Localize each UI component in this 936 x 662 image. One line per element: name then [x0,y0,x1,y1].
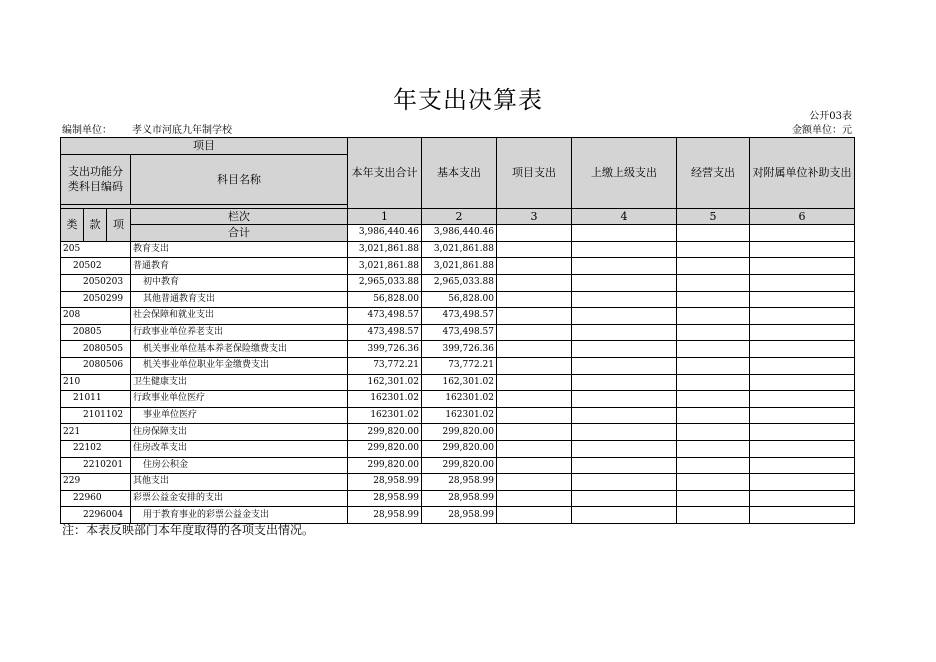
row-total: 299,820.00 [348,424,422,441]
header-business: 经营支出 [677,138,750,209]
row-name: 其他普通教育支出 [131,291,348,308]
row-name: 社会保障和就业支出 [131,308,348,325]
table-row [61,308,855,325]
row-name: 彩票公益金安排的支出 [131,490,348,507]
table-row [61,490,855,507]
col-no-6: 6 [750,208,855,225]
row-code: 2296004 [61,507,131,524]
row-code: 221 [61,424,131,441]
row-basic: 473,498.57 [422,308,497,325]
header-xiang: 项 [107,208,131,241]
row-total: 162,301.02 [348,374,422,391]
row-basic: 28,958.99 [422,507,497,524]
unit-label: 编制单位： [62,125,112,136]
unit-name: 孝义市河底九年制学校 [132,125,232,136]
col-no-2: 2 [422,208,497,225]
row-name: 住房保障支出 [131,424,348,441]
row-basic: 3,021,861.88 [422,241,497,258]
col-no-5: 5 [677,208,750,225]
row-name: 卫生健康支出 [131,374,348,391]
table-row [61,324,855,341]
expenditure-table [60,137,855,524]
form-code: 公开03表 [809,111,852,122]
row-total: 299,820.00 [348,440,422,457]
col-no-4: 4 [572,208,677,225]
row-name: 住房公积金 [131,457,348,474]
row-total: 28,958.99 [348,474,422,491]
table-row [61,357,855,374]
row-total: 473,498.57 [348,324,422,341]
row-code: 2080505 [61,341,131,358]
table-row [61,374,855,391]
row-total: 56,828.00 [348,291,422,308]
row-total: 73,772.21 [348,357,422,374]
row-basic: 299,820.00 [422,457,497,474]
row-code: 20502 [61,258,131,275]
header-kuan: 款 [84,208,107,241]
row-basic: 28,958.99 [422,474,497,491]
table-row [61,424,855,441]
row-name: 普通教育 [131,258,348,275]
col-no-3: 3 [497,208,572,225]
table-row [61,407,855,424]
table-row [61,440,855,457]
row-total: 162301.02 [348,407,422,424]
table-row [61,341,855,358]
row-total: 3,021,861.88 [348,241,422,258]
sum-label: 合计 [131,225,348,242]
row-name: 初中教育 [131,274,348,291]
header-upper: 上缴上级支出 [572,138,677,209]
table-row [61,241,855,258]
table-row [61,391,855,408]
row-code: 229 [61,474,131,491]
row-total: 399,726.36 [348,341,422,358]
table-row [61,457,855,474]
row-basic: 3,021,861.88 [422,258,497,275]
table-row [61,474,855,491]
row-code: 21011 [61,391,131,408]
row-basic: 73,772.21 [422,357,497,374]
row-basic: 162301.02 [422,407,497,424]
row-total: 3,021,861.88 [348,258,422,275]
row-code: 2080506 [61,357,131,374]
header-subject-name: 科目名称 [131,154,348,204]
row-name: 行政事业单位医疗 [131,391,348,408]
row-code: 22960 [61,490,131,507]
footnote: 注：本表反映部门本年度取得的各项支出情况。 [62,523,315,537]
table-row [61,274,855,291]
row-basic: 399,726.36 [422,341,497,358]
row-name: 行政事业单位养老支出 [131,324,348,341]
page-title: 年支出决算表 [393,86,543,114]
row-total: 28,958.99 [348,490,422,507]
header-total: 本年支出合计 [348,138,422,209]
row-basic: 2,965,033.88 [422,274,497,291]
row-basic: 162301.02 [422,391,497,408]
header-subsidy: 对附属单位补助支出 [750,138,855,209]
row-name: 住房改革支出 [131,440,348,457]
row-total: 299,820.00 [348,457,422,474]
row-total: 473,498.57 [348,308,422,325]
header-func-code: 支出功能分类科目编码 [61,154,131,204]
row-code: 2210201 [61,457,131,474]
row-basic: 28,958.99 [422,490,497,507]
row-basic: 299,820.00 [422,424,497,441]
row-total: 162301.02 [348,391,422,408]
row-name: 事业单位医疗 [131,407,348,424]
row-code: 205 [61,241,131,258]
row-code: 208 [61,308,131,325]
col-no-1: 1 [348,208,422,225]
header-project: 项目 [61,138,348,155]
row-code: 2101102 [61,407,131,424]
row-code: 210 [61,374,131,391]
currency-label: 金额单位：元 [792,125,852,136]
row-basic: 299,820.00 [422,440,497,457]
row-code: 20805 [61,324,131,341]
row-name: 机关事业单位职业年金缴费支出 [131,357,348,374]
row-basic: 473,498.57 [422,324,497,341]
sum-total: 3,986,440.46 [348,225,422,242]
header-project-expense: 项目支出 [497,138,572,209]
row-code: 22102 [61,440,131,457]
row-basic: 162,301.02 [422,374,497,391]
row-name: 用于教育事业的彩票公益金支出 [131,507,348,524]
sum-basic: 3,986,440.46 [422,225,497,242]
table-row [61,258,855,275]
row-total: 28,958.99 [348,507,422,524]
row-code: 2050203 [61,274,131,291]
row-total: 2,965,033.88 [348,274,422,291]
header-lei: 类 [61,208,84,241]
header-column-no: 栏次 [131,208,348,225]
row-basic: 56,828.00 [422,291,497,308]
header-basic: 基本支出 [422,138,497,209]
row-name: 教育支出 [131,241,348,258]
row-name: 其他支出 [131,474,348,491]
row-name: 机关事业单位基本养老保险缴费支出 [131,341,348,358]
row-code: 2050299 [61,291,131,308]
table-row [61,291,855,308]
